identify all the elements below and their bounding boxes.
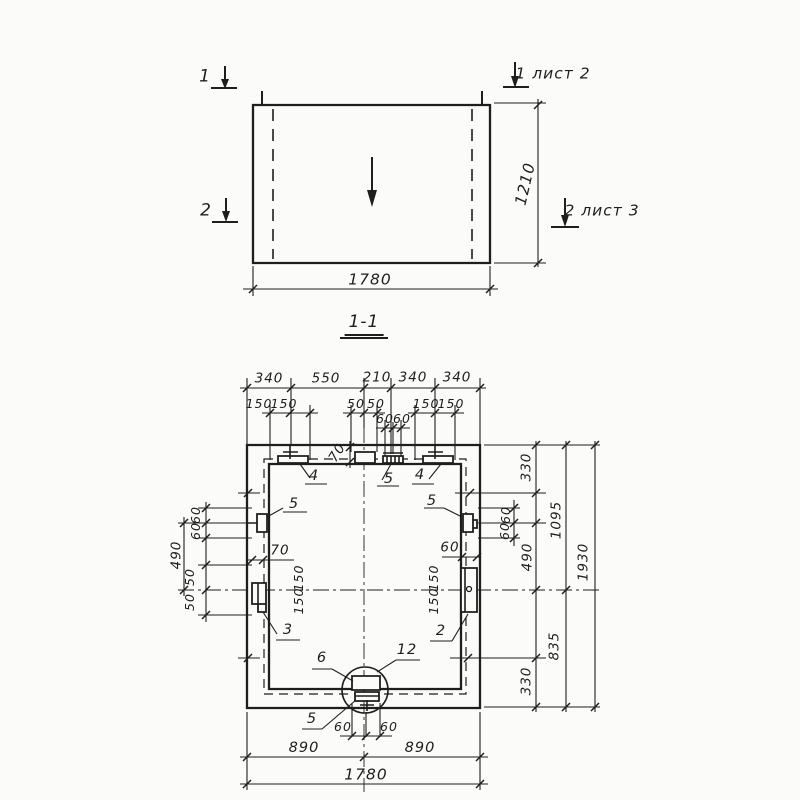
elev-dim-height: 1210 [511, 160, 539, 208]
left-dim-50a: 50 [181, 568, 197, 586]
item-label-5-bottom: 5 [306, 710, 318, 727]
right-dim-1095: 1095 [548, 500, 565, 540]
bottom-dim-60b: 60 [380, 718, 398, 734]
top-dim-340c: 340 [442, 369, 472, 386]
left-dim-150a: 150 [290, 564, 306, 592]
left-dim-50b: 50 [181, 593, 197, 611]
left-dim-60a: 60 [187, 506, 203, 524]
item-label-2: 2 [435, 622, 447, 639]
top-dim-150a: 150 [245, 395, 273, 411]
top-dim-60a: 60 [376, 410, 394, 426]
top-dim-550: 550 [311, 370, 341, 387]
right-dim-330-top: 330 [518, 452, 535, 482]
right-dim-490: 490 [519, 542, 536, 572]
top-dim-150b: 150 [270, 395, 298, 411]
top-dim-210: 210 [362, 369, 392, 386]
top-dim-340b: 340 [398, 369, 428, 386]
top-dim-50b: 50 [367, 395, 385, 411]
left-dim-490: 490 [168, 540, 185, 570]
right-dim-60: 60 [440, 539, 460, 556]
top-dim-150d: 150 [437, 395, 465, 411]
right-dim-1930: 1930 [575, 542, 592, 582]
left-dim-60b: 60 [187, 522, 203, 540]
top-dim-50a: 50 [347, 395, 365, 411]
section-mark-1-label: 1 [199, 66, 211, 87]
right-dim-835: 835 [546, 631, 563, 661]
item-label-5-left: 5 [288, 495, 300, 512]
bottom-dim-60a: 60 [334, 718, 352, 734]
item-label-6: 6 [316, 649, 328, 666]
right-dim-330-bottom: 330 [518, 666, 535, 696]
section-mark-2-label: 2 [200, 200, 212, 221]
right-dim-150a: 150 [425, 564, 441, 592]
top-dim-340a: 340 [254, 370, 284, 387]
left-dim-70: 70 [270, 542, 290, 559]
bottom-dim-890b: 890 [404, 739, 436, 756]
elev-dim-width: 1780 [348, 270, 392, 289]
section-mark-sheet3-label: 2 лист 3 [564, 201, 640, 220]
bottom-dim-890a: 890 [288, 739, 320, 756]
top-dim-70: 70 [325, 440, 350, 465]
right-dim-60a: 60 [497, 506, 513, 524]
section-mark-sheet2-label: 1 лист 2 [515, 64, 591, 83]
bottom-dim-1780: 1780 [344, 765, 388, 784]
item-label-3: 3 [282, 621, 294, 638]
top-dim-60b: 60 [393, 410, 411, 426]
left-dim-150b: 150 [290, 587, 306, 615]
item-label-5-right: 5 [426, 492, 438, 509]
item-label-4-left: 4 [308, 467, 320, 484]
item-label-4-right: 4 [414, 466, 426, 483]
top-dim-150c: 150 [412, 395, 440, 411]
right-dim-60b: 60 [496, 522, 512, 540]
item-label-12: 12 [396, 641, 418, 658]
right-dim-150b: 150 [425, 587, 441, 615]
item-label-5-top: 5 [383, 470, 395, 487]
section-title: 1-1 [345, 314, 384, 336]
